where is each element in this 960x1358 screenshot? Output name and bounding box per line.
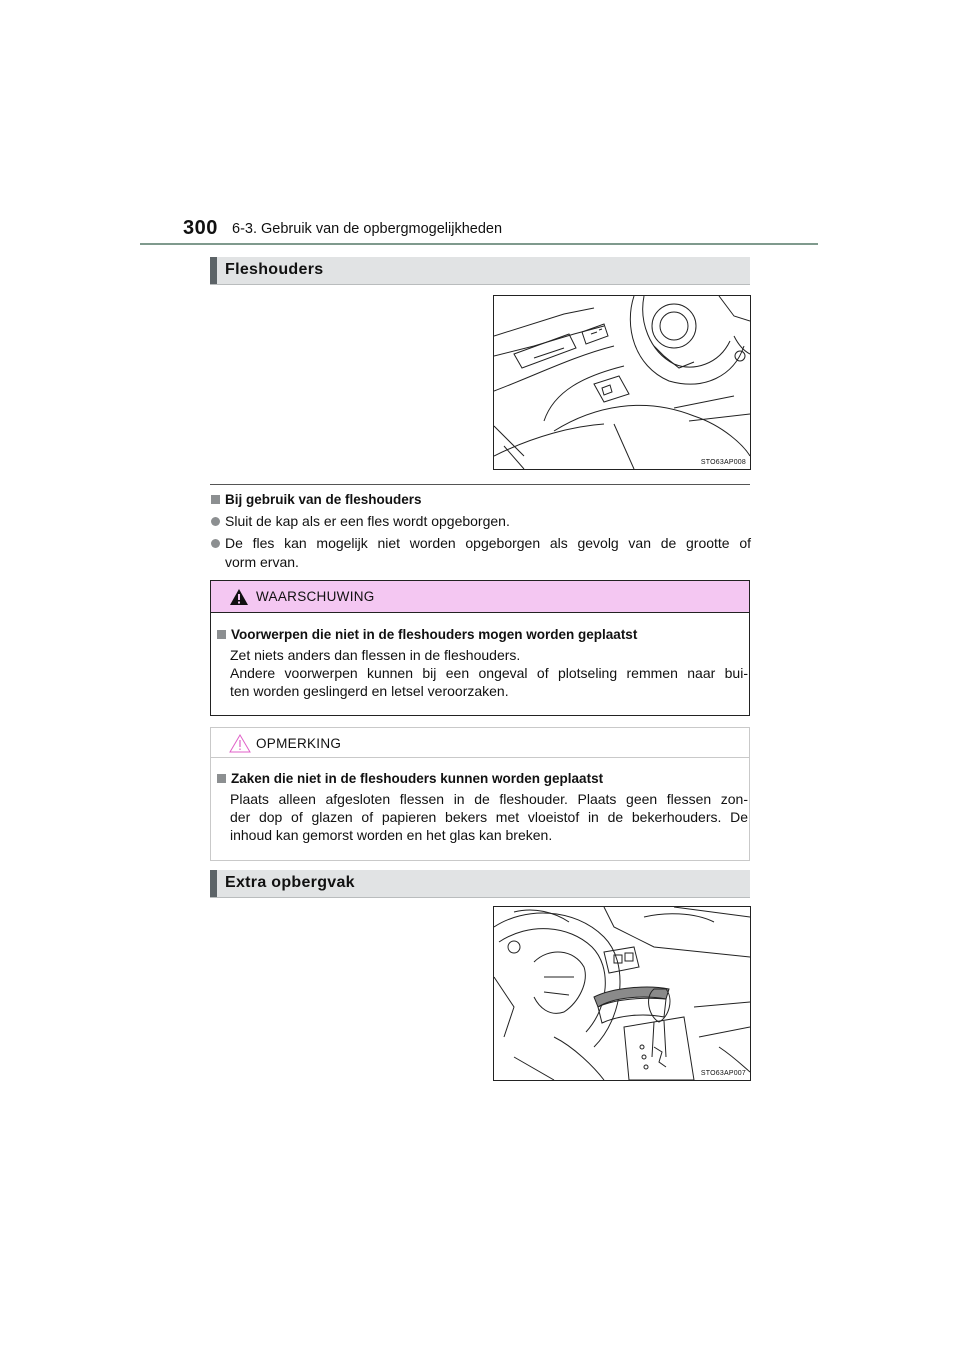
warning-heading: Voorwerpen die niet in de fleshouders mogen worden geplaatst xyxy=(217,626,748,644)
section-heading-fleshouders xyxy=(210,257,750,285)
bottle-holder-illustration xyxy=(494,296,750,469)
section-heading-marker xyxy=(210,870,217,897)
section-title: Extra opbergvak xyxy=(225,874,355,891)
square-bullet-icon xyxy=(211,495,220,504)
square-bullet-icon xyxy=(217,774,226,783)
notice-line: inhoud kan gemorst worden en het glas kan breken. xyxy=(230,827,553,843)
notice-heading: Zaken die niet in de fleshouders kunnen worden geplaatst xyxy=(217,770,748,788)
notice-title: OPMERKING xyxy=(256,736,342,751)
warning-triangle-icon xyxy=(229,588,249,606)
caution-outline-icon xyxy=(229,734,251,753)
warning-header xyxy=(211,581,749,613)
section-title: Fleshouders xyxy=(225,261,324,278)
round-bullet-icon xyxy=(211,539,220,548)
round-bullet-icon xyxy=(211,517,220,526)
chapter-title: 6-3. Gebruik van de opbergmogelijkheden xyxy=(232,221,503,237)
section-heading-extra-opbergvak xyxy=(210,870,750,898)
figure-code: STO63AP008 xyxy=(700,459,746,466)
notice-header xyxy=(211,728,749,758)
notice-box xyxy=(210,727,750,861)
usage-bullet-continuation: vorm ervan. xyxy=(225,554,299,570)
notice-line: der dop of glazen of papieren bekers met vloeistof in de bekerhouders. De xyxy=(230,809,748,825)
notice-text xyxy=(217,790,748,844)
section-heading-marker xyxy=(210,257,217,284)
warning-text xyxy=(217,646,748,700)
warning-body xyxy=(217,626,748,700)
divider-rule xyxy=(210,484,750,485)
figure-extra-storage xyxy=(493,906,751,1081)
usage-heading: Bij gebruik van de fleshouders xyxy=(211,492,422,507)
figure-bottle-holder xyxy=(493,295,751,470)
warning-line: Zet niets anders dan flessen in de fleshouders. xyxy=(230,647,521,663)
extra-storage-illustration xyxy=(494,907,750,1080)
figure-code: STO63AP007 xyxy=(700,1070,746,1077)
warning-box xyxy=(210,580,750,716)
header-divider xyxy=(140,243,818,245)
warning-line: Andere voorwerpen kunnen bij een ongeval of plotseling remmen naar bui- xyxy=(230,665,748,681)
notice-body xyxy=(217,770,748,844)
warning-title: WAARSCHUWING xyxy=(256,589,375,604)
square-bullet-icon xyxy=(217,630,226,639)
page-number: 300 xyxy=(183,217,218,239)
usage-bullet: Sluit de kap als er een fles wordt opgeborgen. xyxy=(211,512,510,531)
warning-line: ten worden geslingerd en letsel veroorzaken. xyxy=(230,683,509,699)
notice-line: Plaats alleen afgesloten flessen in de fleshouder. Plaats geen flessen zon- xyxy=(230,791,748,807)
usage-bullet: De fles kan mogelijk niet worden opgeborgen als gevolg van de grootte of xyxy=(211,534,751,553)
